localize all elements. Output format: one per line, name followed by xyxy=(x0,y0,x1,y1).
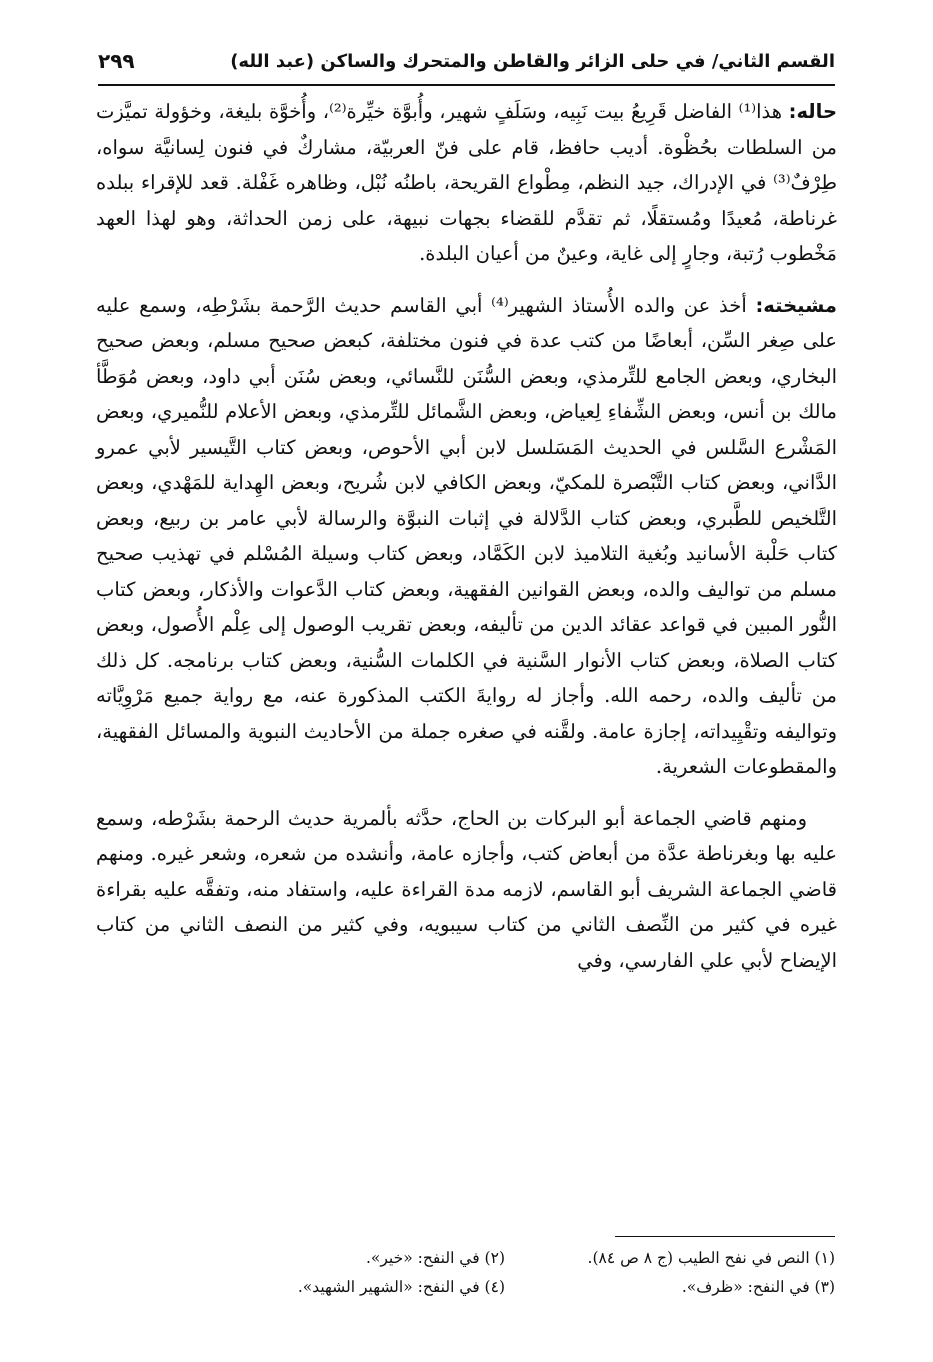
footnotes xyxy=(98,1244,835,1302)
footnote-2: (٢) في النفح: «خير». xyxy=(365,1249,505,1267)
paragraph-text: ومنهم قاضي الجماعة أبو البركات بن الحاج، حدَّثه بألمرية حديث الرحمة بشَرْطه، وسمع عليه بها وبغرناطة عدَّة من أبعاض كتب، وأجازه عامة، وأنشده من شعره، وشعر غيره. ومنهم قاضي الجماعة الشريف أبو القاسم، لازمه مدة القراءة عليه، واستفاد منه، وتفقَّه عليه بقراءة غيره في كثير من النِّصف الثاني من كتاب سيبويه، وفي كثير من النصف الثاني من كتاب الإيضاح لأبي علي الفارسي، وفي xyxy=(96,806,837,972)
paragraph-text: هذا⁽¹⁾ الفاضل قَرِيعُ بيت نَبِيه، وسَلَفٍ شهير، وأُبوَّة خيِّرة⁽²⁾، وأُخوَّة بليغة، وخؤولة تميَّزت من السلطات بحُظْوة. أديب حافظ، قام على فنّ العربيّة، مشاركٌ في فنون لِسانيَّة سواه، طِرْفٌ⁽³⁾ في الإدراك، جيد النظم، مِطْواع القريحة، باطنُه نُبْل، وظاهره غَفْلة. قعد للإقراء ببلده غرناطة، مُعيدًا ومُستقلًا، ثم تقدَّم للقضاء بجهات نبيهة، على زمن الحداثة، وهو لهذا العهد مَخْطوب رُتبة، وجارٍ إلى غاية، وعينٌ من أعيان البلدة. xyxy=(96,100,837,265)
footnote-row xyxy=(98,1273,835,1302)
page-number: ٢٩٩ xyxy=(98,49,135,73)
footnote-1: (١) النص في نفح الطيب (ج ٨ ص ٨٤). xyxy=(587,1249,835,1267)
footnote-3: (٣) في النفح: «ظرف». xyxy=(681,1278,835,1296)
page-header xyxy=(98,38,835,86)
footnote-divider xyxy=(615,1236,835,1237)
running-title: القسم الثاني/ في حلى الزائر والقاطن والمتحرك والساكن (عبد الله) xyxy=(230,50,835,72)
main-text xyxy=(96,94,837,978)
paragraph-text: أخذ عن والده الأُستاذ الشهير⁽⁴⁾ أبي القاسم حديث الرَّحمة بشَرْطِه، وسمع عليه على صِغر السِّن، أبعاضًا من كتب عدة في فنون مختلفة، كبعض صحيح مسلم، وبعض صحيح البخاري، وبعض الجامع للتِّرمذي، وبعض السُّنَن للنَّسائي، وبعض سُنَن أبي داود، وبعض مُوَطَّأ مالك بن أنس، وبعض الشِّفاءِ لِعياض، وبعض الشَّمائل للتِّرمذي، وبعض الأعلام للنُّميري، وبعض المَشْرع السَّلس في الحديث المَسَلسل لابن أبي الأحوص، وبعض كتاب التَّيسير لأبي عمرو الدَّاني، وبعض كتاب التَّبْصرة للمكيّ، وبعض الكافي لابن شُريح، وبعض الهِداية للمَهْدي، وبعض التَّلخيص للطَّبري، وبعض كتاب الدَّلالة في إثبات النبوَّة والرسالة لأبي عامر بن ربيع، وبعض كتاب حَلْبة الأسانيد وبُغية التلاميذ لابن الكَمَّاد، وبعض كتاب وسيلة المُسْلم في تهذيب صحيح مسلم من تواليف والده، وبعض القوانين الفقهية، وبعض كتاب الدَّعوات والأذكار، وبعض كتاب النُّور المبين في قواعد عقائد الدين من تأليفه، وبعض تقريب الوصول إلى عِلْم الأُصول، وبعض كتاب الصلاة، وبعض كتاب الأنوار السَّنية في الكلمات السُّنية، وبعض كتاب برنامجه. كل ذلك من تأليف والده، رحمه الله. وأجاز له روايةَ الكتب المذكورة عنه، مع رواية جميع مَرْوِيَّاته وتواليفه وتقْيِيداته، إجازة عامة. ولقَّنه في صغره جملة من الأحاديث النبوية والمسائل الفقهية، والمقطوعات الشعرية. xyxy=(96,293,837,778)
footnote-4: (٤) في النفح: «الشهير الشهيد». xyxy=(297,1278,505,1296)
paragraph-teachers xyxy=(96,288,837,785)
section-heading-teachers: مشيخته: xyxy=(755,293,837,317)
footnote-row xyxy=(98,1244,835,1273)
paragraph-other-teachers xyxy=(96,801,837,979)
section-heading-biography: حاله: xyxy=(788,100,837,123)
paragraph-biography xyxy=(96,94,837,272)
